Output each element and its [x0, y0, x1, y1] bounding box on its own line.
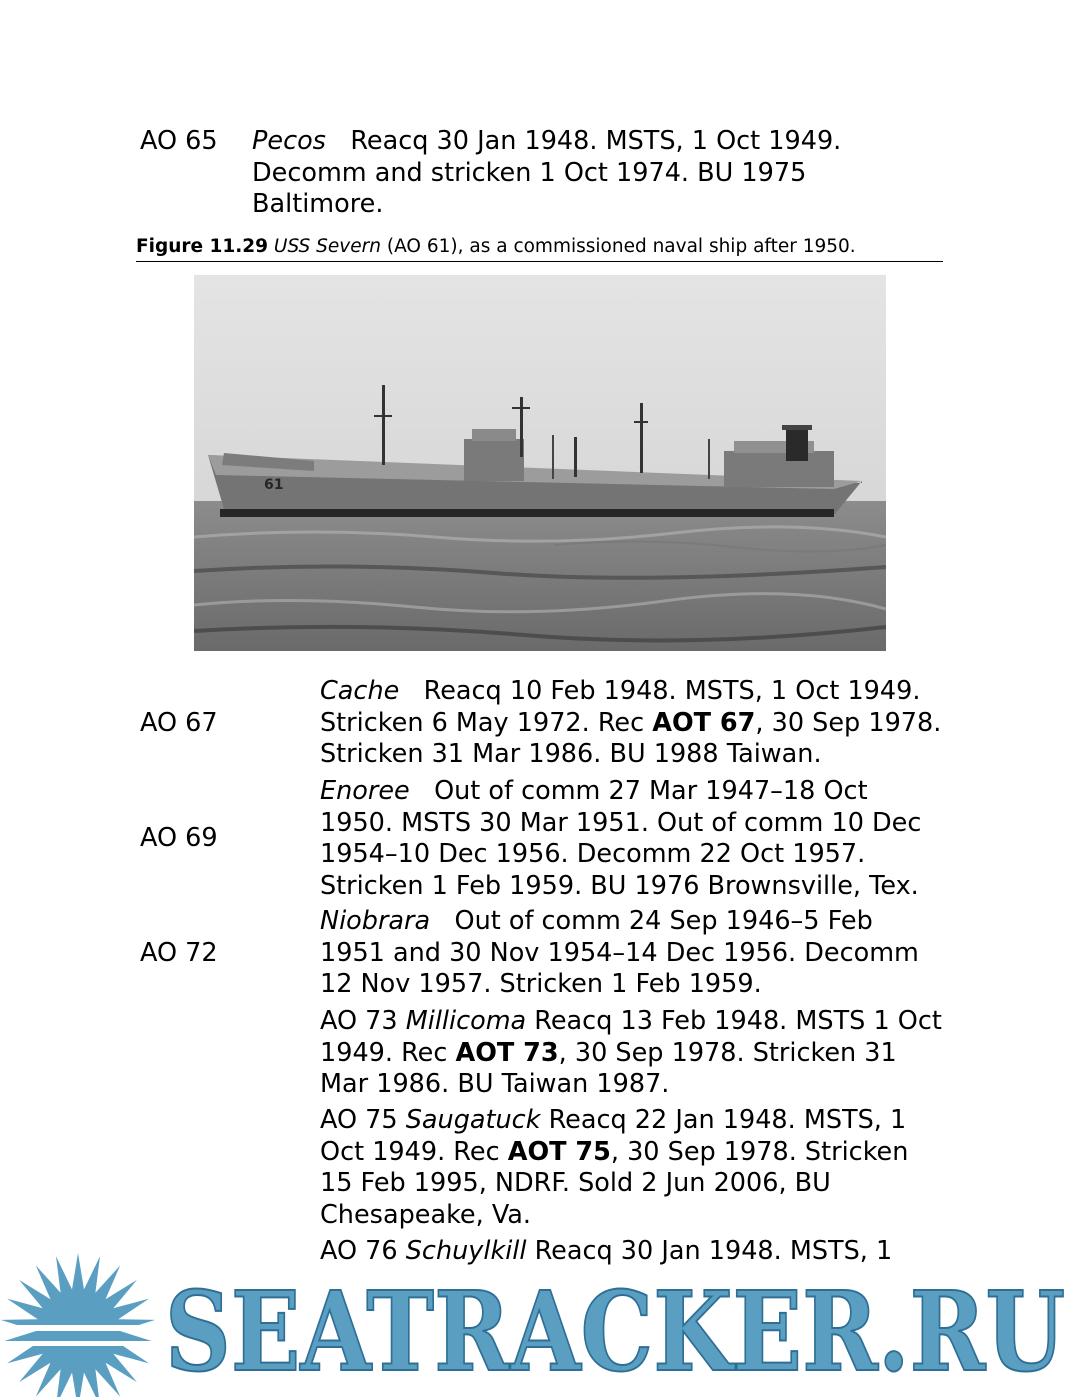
hull-code: AO 67 [140, 708, 218, 738]
entry-text: Out of comm 27 Mar 1947–18 Oct 1950. MSTS 30 Mar 1951. Out of comm 10 Dec 1954–10 Dec 1956. Decomm 22 Oct 1957. Stricken 1 Feb 1959. BU 1976 Brownsville, Tex. [320, 776, 922, 901]
hull-code: AO 76 [320, 1236, 398, 1266]
sun-logo-icon [0, 1253, 160, 1397]
entry-text-cont: , 30 Sep 1978. Stricken 31 Mar 1986. BU 1988 Taiwan. [320, 707, 942, 769]
entry-ao-72 [0, 906, 1080, 1002]
reclass-code: AOT 67 [652, 707, 756, 738]
entry-text: Reacq 30 Jan 1948. MSTS, 1 Oct 1949. Decomm and stricken 1 Oct 1974. BU 1975 Baltimore. [252, 126, 842, 219]
entry-text: Reacq 22 Jan 1948. MSTS, 1 Oct 1949. Rec [320, 1105, 907, 1167]
entry-text: Out of comm 24 Sep 1946–5 Feb 1951 and 30 Nov 1954–14 Dec 1956. Decomm 12 Nov 1957. Stricken 1 Feb 1959. [320, 906, 919, 999]
hull-code: AO 72 [140, 938, 218, 968]
watermark-text: SEATRACKER.RU [165, 1267, 1065, 1396]
figure-ship-name: USS Severn [273, 236, 381, 257]
entry-ao-65 [140, 126, 940, 221]
figure-label: Figure 11.29 [136, 236, 269, 257]
ship-name: Niobrara [320, 906, 431, 936]
reclass-code: AOT 73 [455, 1037, 559, 1068]
reclass-code: AOT 75 [507, 1136, 611, 1167]
ship-name: Enoree [320, 776, 410, 806]
entry-text: Reacq 30 Jan 1948. MSTS, 1 [534, 1236, 893, 1266]
ship-name: Millicoma [405, 1006, 527, 1036]
entry-text: Reacq 10 Feb 1948. MSTS, 1 Oct 1949. Stricken 6 May 1972. Rec [320, 676, 921, 738]
ship-photo [194, 275, 886, 651]
entry-ao-69 [0, 776, 1080, 902]
hull-number: 61 [264, 477, 284, 493]
ship-name: Cache [320, 676, 400, 706]
figure-caption-text: (AO 61), as a commissioned naval ship after 1950. [386, 236, 856, 257]
figure-caption [136, 235, 943, 262]
entry-ao-67 [0, 676, 1080, 772]
watermark [0, 1235, 1080, 1397]
entry-ao-75 [320, 1105, 945, 1231]
hull-code: AO 69 [140, 823, 218, 853]
entry-text-cont: , 30 Sep 1978. Stricken 31 Mar 1986. BU Taiwan 1987. [320, 1037, 897, 1099]
ship-name: Pecos [252, 126, 326, 156]
hull-code: AO 65 [140, 126, 218, 156]
ship-name: Saugatuck [405, 1105, 541, 1135]
entry-text: Reacq 13 Feb 1948. MSTS 1 Oct 1949. Rec [320, 1006, 942, 1068]
entry-text-cont: , 30 Sep 1978. Stricken 15 Feb 1995, NDRF. Sold 2 Jun 2006, BU Chesapeake, Va. [320, 1136, 909, 1230]
hull-code: AO 75 [320, 1105, 398, 1135]
entry-ao-73 [320, 1006, 945, 1101]
hull-code: AO 73 [320, 1006, 398, 1036]
ship-name: Schuylkill [405, 1236, 527, 1266]
